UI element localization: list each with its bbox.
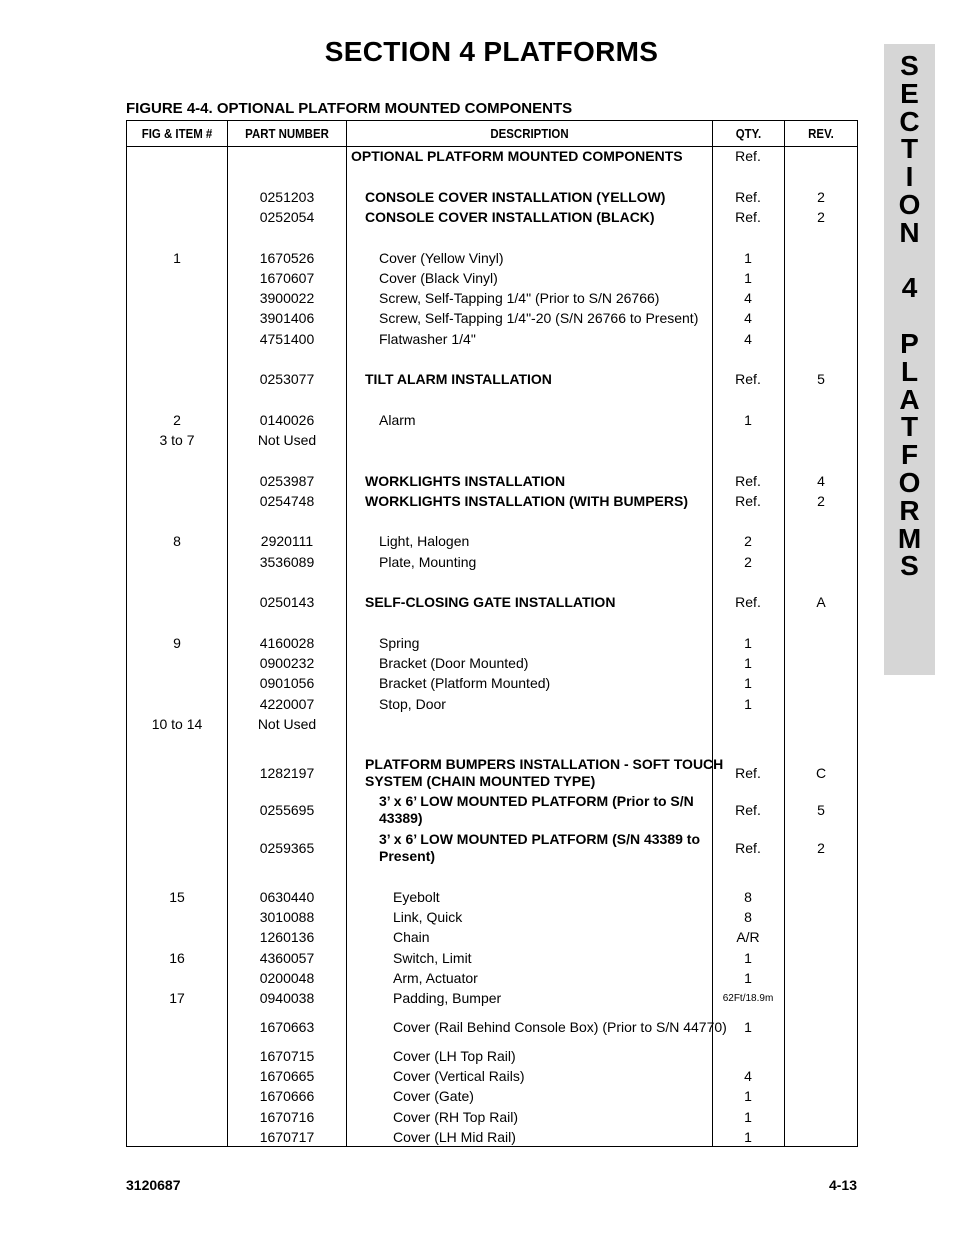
fig-item-cell: [127, 269, 227, 287]
rev-cell: [785, 269, 857, 287]
fig-item-cell: [127, 969, 227, 987]
table-row: [127, 1087, 857, 1105]
side-tab-letter: A: [899, 383, 920, 415]
rev-cell: 2: [817, 209, 825, 225]
fig-item-cell: [127, 1108, 227, 1126]
table-row: [127, 492, 857, 510]
qty-cell: 4: [744, 290, 752, 306]
rev-cell: [785, 695, 857, 713]
header-fig-item: FIG & ITEM #: [141, 126, 213, 141]
fig-item-cell: [127, 695, 227, 713]
part-number-cell: 0940038: [259, 990, 315, 1006]
side-tab-letter: E: [900, 77, 919, 109]
side-tab-letter: L: [900, 355, 919, 387]
rev-cell: 5: [817, 371, 825, 387]
part-number-cell: 0901056: [259, 675, 315, 691]
description-cell: Cover (Black Vinyl): [379, 269, 498, 286]
qty-cell: Ref.: [735, 189, 761, 205]
fig-item-cell: [127, 1087, 227, 1105]
qty-cell: 1: [744, 1019, 752, 1035]
rev-cell: [785, 309, 857, 327]
part-number-cell: 0253987: [259, 473, 315, 489]
rev-cell: [785, 989, 857, 1007]
fig-item-cell: 2: [173, 412, 181, 428]
rev-cell: [785, 928, 857, 946]
qty-cell: Ref.: [735, 493, 761, 509]
table-row: [127, 188, 857, 206]
fig-item-cell: [127, 755, 227, 791]
description-cell: Spring: [379, 634, 420, 651]
table-row: [127, 949, 857, 967]
qty-cell: [712, 1047, 784, 1065]
table-row: [127, 472, 857, 490]
rev-cell: [785, 715, 857, 733]
description-cell: WORKLIGHTS INSTALLATION: [365, 472, 566, 489]
description-cell: 3’ x 6’ LOW MOUNTED PLATFORM (S/N 43389 to Present): [379, 831, 701, 864]
table-row: [127, 908, 857, 926]
document-number: 3120687: [126, 1177, 181, 1193]
fig-item-cell: 8: [173, 533, 181, 549]
rev-cell: [785, 1067, 857, 1085]
side-tab-letter: 4: [901, 272, 918, 304]
part-number-cell: 0140026: [259, 412, 315, 428]
fig-item-cell: 15: [169, 889, 185, 905]
fig-item-cell: 17: [169, 990, 185, 1006]
table-row: [127, 593, 857, 611]
rev-cell: 2: [817, 189, 825, 205]
table-row: [127, 553, 857, 571]
fig-item-cell: [127, 908, 227, 926]
fig-item-cell: [127, 928, 227, 946]
part-number-cell: 3010088: [259, 909, 315, 925]
description-cell: Cover (Gate): [393, 1087, 474, 1104]
side-tab-letters: [884, 52, 935, 580]
table-row: [127, 1047, 857, 1065]
qty-cell: Ref.: [735, 840, 761, 856]
table-row: [127, 208, 857, 226]
fig-item-cell: 16: [169, 950, 185, 966]
part-number-cell: 0250143: [259, 594, 315, 610]
fig-item-cell: [127, 330, 227, 348]
qty-cell: Ref.: [735, 371, 761, 387]
description-cell: Padding, Bumper: [393, 989, 502, 1006]
description-cell: Cover (Yellow Vinyl): [379, 249, 504, 266]
table-row: [127, 370, 857, 388]
description-cell: PLATFORM BUMPERS INSTALLATION - SOFT TOUCH SYSTEM (CHAIN MOUNTED TYPE): [365, 756, 724, 789]
table-row: [127, 1108, 857, 1126]
fig-item-cell: [127, 674, 227, 692]
rev-cell: [785, 532, 857, 550]
part-number-cell: [228, 147, 346, 165]
description-cell: Switch, Limit: [393, 949, 472, 966]
part-number-cell: 4220007: [259, 696, 315, 712]
part-number-cell: 0259365: [259, 840, 315, 856]
part-number-cell: 1260136: [259, 929, 315, 945]
qty-cell: 1: [744, 1088, 752, 1104]
part-number-cell: 1670666: [259, 1088, 315, 1104]
fig-item-cell: [127, 830, 227, 866]
table-row: [127, 1009, 857, 1045]
qty-cell: 1: [744, 1129, 752, 1145]
table-row: [127, 309, 857, 327]
rev-cell: C: [815, 765, 827, 781]
qty-cell: 4: [744, 310, 752, 326]
table-row: [127, 755, 857, 791]
side-tab-letter: T: [900, 133, 919, 165]
description-cell: Chain: [393, 928, 430, 945]
qty-cell: 1: [744, 1109, 752, 1125]
rev-cell: [785, 1009, 857, 1045]
rev-cell: [785, 654, 857, 672]
qty-cell: Ref.: [735, 209, 761, 225]
description-cell: [347, 431, 741, 449]
table-row: [127, 695, 857, 713]
description-cell: Cover (LH Mid Rail): [393, 1128, 516, 1145]
qty-cell: 4: [744, 1068, 752, 1084]
description-cell: 3’ x 6’ LOW MOUNTED PLATFORM (Prior to S/N 43389): [379, 793, 694, 826]
description-cell: Light, Halogen: [379, 532, 470, 549]
part-number-cell: 1670526: [259, 250, 315, 266]
part-number-cell: Not Used: [257, 432, 317, 448]
qty-cell: Ref.: [735, 594, 761, 610]
side-tab-letter: C: [899, 105, 920, 137]
fig-item-cell: [127, 792, 227, 828]
part-number-cell: 4360057: [259, 950, 315, 966]
description-cell: Bracket (Door Mounted): [379, 654, 529, 671]
rev-cell: [785, 431, 857, 449]
description-cell: Bracket (Platform Mounted): [379, 674, 551, 691]
side-tab-letter: R: [899, 494, 920, 526]
description-cell: Screw, Self-Tapping 1/4"-20 (S/N 26766 to Present): [379, 309, 699, 326]
side-tab-letter: M: [897, 522, 922, 554]
part-number-cell: 3900022: [259, 290, 315, 306]
qty-cell: 62Ft/18.9m: [722, 992, 774, 1004]
table-row: [127, 715, 857, 733]
fig-item-cell: [127, 370, 227, 388]
rev-cell: 5: [817, 802, 825, 818]
rev-cell: [785, 411, 857, 429]
part-number-cell: 3536089: [259, 554, 315, 570]
side-tab-letter: P: [900, 327, 919, 359]
fig-item-cell: [127, 1128, 227, 1146]
description-cell: Stop, Door: [379, 695, 446, 712]
description-cell: WORKLIGHTS INSTALLATION (WITH BUMPERS): [365, 492, 688, 509]
table-row: [127, 431, 857, 449]
fig-item-cell: [127, 188, 227, 206]
description-cell: Flatwasher 1/4": [379, 330, 476, 347]
part-number-cell: 0900232: [259, 655, 315, 671]
table-row: [127, 888, 857, 906]
header-part-number: PART NUMBER: [245, 126, 329, 141]
part-number-cell: 0251203: [259, 189, 315, 205]
fig-item-cell: [127, 289, 227, 307]
rev-cell: [785, 1128, 857, 1146]
header-description: DESCRIPTION: [490, 126, 569, 141]
part-number-cell: 1670717: [259, 1129, 315, 1145]
rev-cell: [785, 634, 857, 652]
fig-item-cell: [127, 1067, 227, 1085]
section-title: SECTION 4 PLATFORMS: [324, 36, 659, 67]
qty-cell: 2: [744, 533, 752, 549]
side-tab-letter: S: [900, 50, 919, 81]
rev-cell: [785, 330, 857, 348]
side-tab-letter: F: [900, 439, 919, 471]
table-row: [127, 969, 857, 987]
description-cell: Alarm: [379, 411, 416, 428]
part-number-cell: 2920111: [260, 533, 314, 549]
qty-cell: 1: [744, 675, 752, 691]
rev-cell: [785, 949, 857, 967]
table-row: [127, 411, 857, 429]
qty-cell: 1: [744, 270, 752, 286]
qty-cell: 1: [744, 950, 752, 966]
table-row: [127, 1067, 857, 1085]
side-tab-letter: S: [900, 550, 919, 582]
description-cell: Link, Quick: [393, 908, 463, 925]
table-row: [127, 269, 857, 287]
fig-item-cell: [127, 472, 227, 490]
part-number-cell: 1670607: [259, 270, 315, 286]
description-cell: Cover (LH Top Rail): [393, 1047, 516, 1064]
qty-cell: Ref.: [735, 148, 761, 164]
rev-cell: [785, 969, 857, 987]
fig-item-cell: 9: [173, 635, 181, 651]
table-row: [127, 654, 857, 672]
rev-cell: [785, 289, 857, 307]
part-number-cell: 0255695: [259, 802, 315, 818]
description-cell: CONSOLE COVER INSTALLATION (YELLOW): [365, 188, 666, 205]
qty-cell: 1: [744, 970, 752, 986]
rev-cell: 2: [817, 493, 825, 509]
rev-cell: A: [816, 594, 826, 610]
part-number-cell: 0252054: [259, 209, 315, 225]
part-number-cell: 1670665: [259, 1068, 315, 1084]
qty-cell: Ref.: [735, 802, 761, 818]
qty-cell: Ref.: [735, 765, 761, 781]
rev-cell: 4: [817, 473, 825, 489]
qty-cell: [712, 431, 784, 449]
table-row: [127, 532, 857, 550]
side-tab-letter: T: [900, 411, 919, 443]
description-cell: CONSOLE COVER INSTALLATION (BLACK): [365, 208, 655, 225]
fig-item-cell: [127, 309, 227, 327]
part-number-cell: 1670663: [259, 1019, 315, 1035]
fig-item-cell: 10 to 14: [151, 716, 203, 732]
part-number-cell: 0253077: [259, 371, 315, 387]
rev-cell: [785, 674, 857, 692]
description-cell: Plate, Mounting: [379, 553, 477, 570]
fig-item-cell: [127, 208, 227, 226]
side-tab-letter: N: [899, 216, 920, 248]
qty-cell: 1: [744, 250, 752, 266]
part-number-cell: 0630440: [259, 889, 315, 905]
description-cell: [347, 715, 741, 733]
description-cell: Screw, Self-Tapping 1/4" (Prior to S/N 26766): [379, 289, 660, 306]
part-number-cell: 1670715: [259, 1048, 315, 1064]
qty-cell: 1: [744, 696, 752, 712]
table-row: [127, 674, 857, 692]
table-row: [127, 330, 857, 348]
description-cell: TILT ALARM INSTALLATION: [365, 370, 552, 387]
part-number-cell: 4751400: [259, 331, 315, 347]
section-side-tab: [884, 44, 935, 675]
table-row: [127, 249, 857, 267]
table-row: [127, 147, 857, 165]
description-cell: SELF-CLOSING GATE INSTALLATION: [365, 593, 616, 610]
header-rev: REV.: [808, 126, 834, 141]
parts-table: [126, 120, 858, 1147]
table-row: [127, 289, 857, 307]
qty-cell: 1: [744, 412, 752, 428]
rev-cell: [785, 908, 857, 926]
rev-cell: 2: [817, 840, 825, 856]
description-cell: OPTIONAL PLATFORM MOUNTED COMPONENTS: [351, 147, 683, 164]
rev-cell: [785, 147, 857, 165]
rev-cell: [785, 1108, 857, 1126]
fig-item-cell: [127, 1047, 227, 1065]
rev-cell: [785, 553, 857, 571]
rev-cell: [785, 1047, 857, 1065]
part-number-cell: 0254748: [259, 493, 315, 509]
fig-item-cell: 3 to 7: [159, 432, 195, 448]
side-tab-letter: I: [905, 161, 914, 193]
figure-title: FIGURE 4-4. OPTIONAL PLATFORM MOUNTED COMPONENTS: [126, 100, 573, 117]
part-number-cell: 3901406: [259, 310, 315, 326]
header-qty: QTY.: [735, 126, 762, 141]
fig-item-cell: [127, 654, 227, 672]
part-number-cell: Not Used: [257, 716, 317, 732]
side-tab-letter: O: [898, 188, 921, 220]
qty-cell: 2: [744, 554, 752, 570]
qty-cell: 1: [744, 655, 752, 671]
rev-cell: [785, 888, 857, 906]
table-row: [127, 830, 857, 866]
rev-cell: [785, 1087, 857, 1105]
fig-item-cell: [127, 492, 227, 510]
part-number-cell: 0200048: [259, 970, 315, 986]
qty-cell: 4: [744, 331, 752, 347]
qty-cell: A/R: [736, 929, 760, 945]
description-cell: Cover (Vertical Rails): [393, 1067, 525, 1084]
table-row: [127, 989, 857, 1007]
description-cell: Cover (RH Top Rail): [393, 1108, 518, 1125]
fig-item-cell: [127, 553, 227, 571]
rev-cell: [785, 249, 857, 267]
fig-item-cell: [127, 1009, 227, 1045]
part-number-cell: 1670716: [259, 1109, 315, 1125]
part-number-cell: 1282197: [259, 765, 315, 781]
qty-cell: 8: [744, 889, 752, 905]
side-tab-letter: O: [898, 466, 921, 498]
description-cell: Eyebolt: [393, 888, 440, 905]
table-row: [127, 1128, 857, 1146]
description-cell: Arm, Actuator: [393, 969, 478, 986]
page-number: 4-13: [828, 1177, 857, 1193]
fig-item-cell: 1: [173, 250, 181, 266]
fig-item-cell: [127, 593, 227, 611]
part-number-cell: 4160028: [259, 635, 315, 651]
fig-item-cell: [127, 147, 227, 165]
table-row: [127, 792, 857, 828]
qty-cell: 8: [744, 909, 752, 925]
table-row: [127, 928, 857, 946]
qty-cell: 1: [744, 635, 752, 651]
description-cell: Cover (Rail Behind Console Box) (Prior to S/N 44770): [393, 1018, 727, 1035]
qty-cell: Ref.: [735, 473, 761, 489]
table-row: [127, 634, 857, 652]
qty-cell: [712, 715, 784, 733]
